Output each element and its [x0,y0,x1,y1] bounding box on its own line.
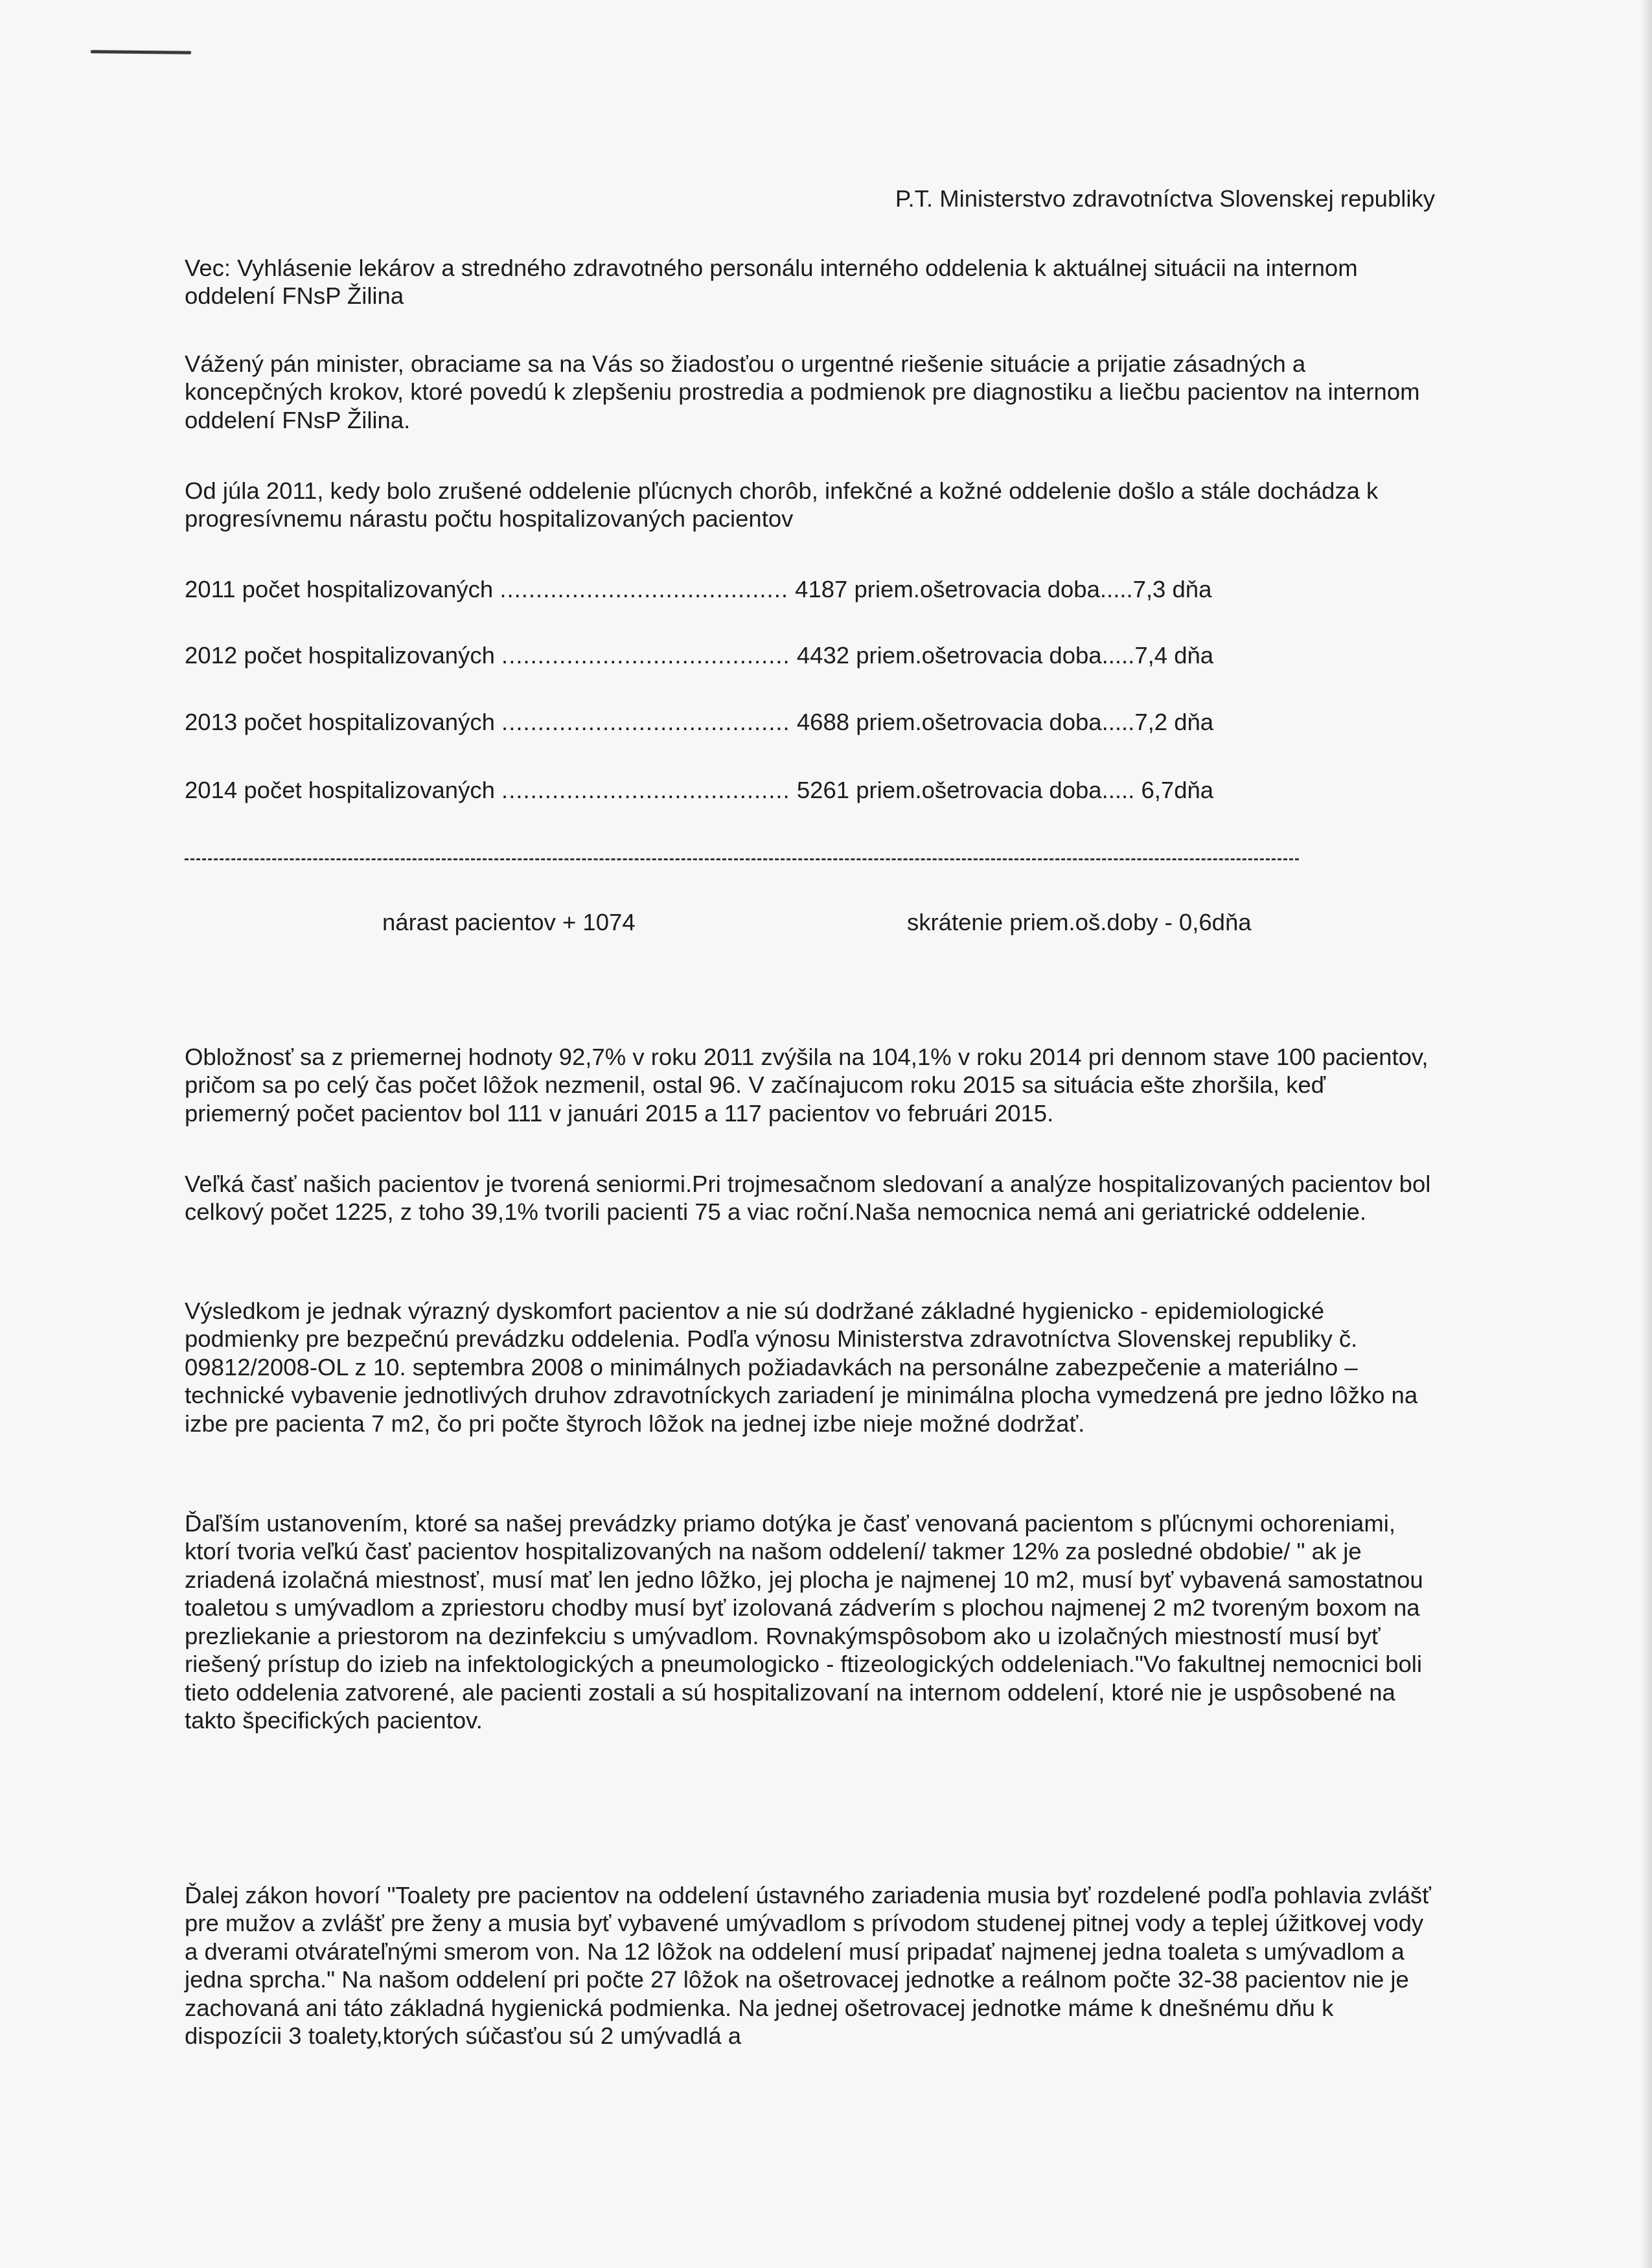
dashed-divider [185,858,1299,860]
stat-stay-label: priem.ošetrovacia doba [856,709,1102,735]
stat-stay-value: .....7,2 dňa [1101,709,1214,735]
isolation-paragraph: Ďaľším ustanovením, ktoré sa našej prevádzky priamo dotýka je časť venovaná pacientom s pľúcnymi ochoreniami, ktorí tvoria veľkú časť pacientov hospitalizovaných na našom oddelení/ takmer 12% za posledné obdobie/ " ak je zriadená izolačná miestnosť, musí mať len jedno lôžko, jej plocha je najmenej 10 m2, musí byť vybavená samostatnou toaletou s umývadlom a zpriestoru chodby musí byť izolovaná zádverím s plochou najmenej 2 m2 tvoreným boxom na prezliekanie a priestorom na dezinfekciu s umývadlom. Rovnakýmspôsobom ako u izolačných miestností musí byť riešený prístup do izieb na infektologických a pneumologicko - ftizeologických oddeleniach."Vo fakultnej nemocnici boli tieto oddelenia zatvorené, ale pacienti zostali a sú hospitalizovaní na internom oddelení, ktoré nie je uspôsobené na takto špecifických pacientov. [185,1510,1423,1734]
stat-count: 4187 [795,576,848,602]
stat-row [185,708,1213,736]
staple-mark [91,50,191,54]
salutation-paragraph: Vážený pán minister, obraciame sa na Vás so žiadosťou o urgentné riešenie situácie a prijatie zásadných a koncepčných krokov, ktoré povedú k zlepšeniu prostredia a podmienok pre diagnostiku a liečbu pacientov na internom oddelení FNsP Žilina. [185,350,1420,433]
stat-stay-value: .....7,4 dňa [1101,642,1214,669]
intro-paragraph: Od júla 2011, kedy bolo zrušené oddelenie pľúcnych chorôb, infekčné a kožné oddelenie došlo a stále dochádza k progresívnemu nárastu počtu hospitalizovaných pacientov [185,477,1379,533]
stat-row [185,575,1211,603]
stat-stay-label: priem.ošetrovacia doba [856,642,1102,669]
stay-shortening: skrátenie priem.oš.doby - 0,6dňa [907,909,1252,935]
stat-label: 2014 počet hospitalizovaných [185,777,495,803]
addressee: P.T. Ministerstvo zdravotníctva Slovenskej republiky [895,185,1435,212]
stat-count: 4688 [796,709,850,735]
stat-row [185,641,1213,669]
stat-dots: ........................................ [501,709,790,735]
stat-count: 5261 [796,777,850,803]
stat-stay-label: priem.ošetrovacia doba [854,576,1100,602]
stat-row [185,776,1213,804]
stat-stay-value: .....7,3 dňa [1099,576,1212,602]
occupancy-paragraph: Obložnosť sa z priemernej hodnoty 92,7% v roku 2011 zvýšila na 104,1% v roku 2014 pri dennom stave 100 pacientov, pričom sa po celý čas počet lôžok nezmenil, ostal 96. V začínajucom roku 2015 sa situácia ešte zhoršila, keď priemerný počet pacientov bol 111 v januári 2015 a 117 pacientov vo februári 2015. [185,1044,1428,1127]
stat-dots: ........................................ [501,642,790,669]
patient-increase: nárast pacientov + 1074 [382,909,636,935]
stat-count: 4432 [796,642,850,669]
stat-stay-label: priem.ošetrovacia doba [856,777,1102,803]
stat-label: 2013 počet hospitalizovaných [185,709,495,735]
stat-label: 2011 počet hospitalizovaných [185,576,494,602]
stat-dots: ........................................ [501,777,790,803]
toilets-paragraph: Ďalej zákon hovorí "Toalety pre pacientov na oddelení ústavného zariadenia musia byť rozdelené podľa pohlavia zvlášť pre mužov a zvlášť pre ženy a musia byť vybavené umývadlom s prívodom studenej pitnej vody a teplej úžitkovej vody a dverami otvárateľnými smerom von. Na 12 lôžok na oddelení musí pripadať najmenej jedna toaleta s umývadlom a jedna sprcha." Na našom oddelení pri počte 27 lôžok na ošetrovacej jednotke a reálnom počte 32-38 pacientov nie je zachovaná ani táto základná hygienická podmienka. Na jednej ošetrovacej jednotke máme k dnešnému dňu k dispozícii 3 toalety,ktorých súčasťou sú 2 umývadlá a [185,1882,1431,2050]
scan-edge [1640,0,1652,2268]
stat-label: 2012 počet hospitalizovaných [185,642,495,669]
subject-line: Vec: Vyhlásenie lekárov a stredného zdravotného personálu interného oddelenia k aktuálnej situácii na internom oddelení FNsP Žilina [185,255,1358,310]
stat-dots: ........................................ [499,576,788,602]
stat-stay-value: ..... 6,7dňa [1101,777,1214,803]
seniors-paragraph: Veľká časť našich pacientov je tvorená seniormi.Pri trojmesačnom sledovaní a analýze hospitalizovaných pacientov bol celkový počet 1225, z toho 39,1% tvorili pacienti 75 a viac roční.Naša nemocnica nemá ani geriatrické oddelenie. [185,1171,1431,1226]
hygiene-paragraph: Výsledkom je jednak výrazný dyskomfort pacientov a nie sú dodržané základné hygienicko - epidemiologické podmienky pre bezpečnú prevádzku oddelenia. Podľa výnosu Ministerstva zdravotníctva Slovenskej republiky č. 09812/2008-OL z 10. septembra 2008 o minimálnych požiadavkách na personálne zabezpečenie a materiálno – technické vybavenie jednotlivých druhov zdravotníckych zariadení je minimálna plocha vymedzená pre jedno lôžko na izbe pre pacienta 7 m2, čo pri počte štyroch lôžok na jednej izbe nieje možné dodržať. [185,1298,1418,1437]
